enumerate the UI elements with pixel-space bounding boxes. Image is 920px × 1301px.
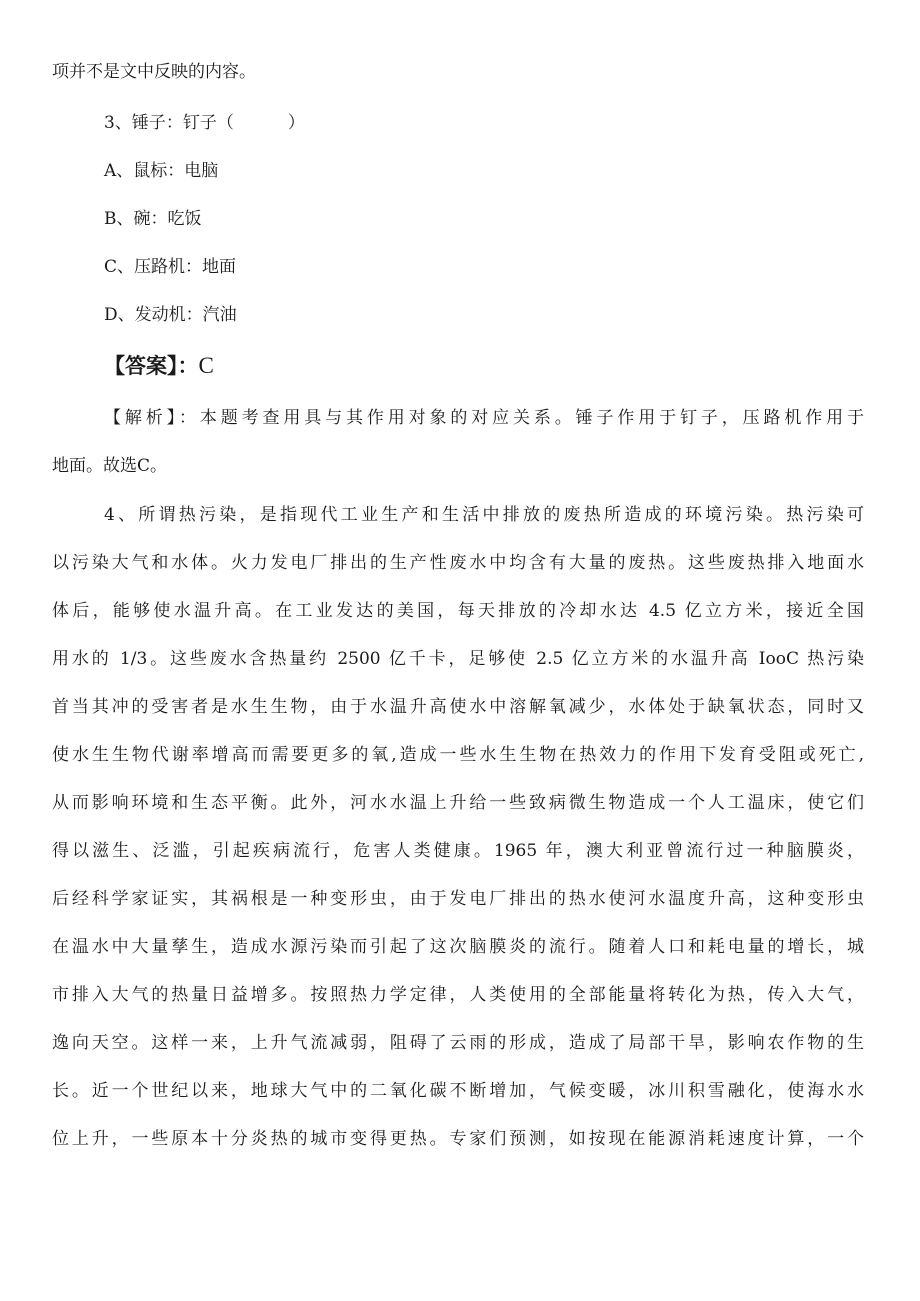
- q4-line-5: 首当其冲的受害者是水生生物，由于水温升高使水中溶解氧减少，水体处于缺氧状态，同时又: [52, 697, 864, 717]
- q4-line-12: 逸向天空。这样一来，上升气流减弱，阻碍了云雨的形成，造成了局部干旱，影响农作物的生: [52, 1033, 864, 1053]
- analysis-line-2: 地面。故选C。: [52, 456, 168, 476]
- q4-line-11: 市排入大气的热量日益增多。按照热力学定律，人类使用的全部能量将转化为热，传入大气，: [52, 985, 864, 1005]
- option-a: A、鼠标：电脑: [104, 161, 219, 181]
- q4-line-1: 4、所谓热污染，是指现代工业生产和生活中排放的废热所造成的环境污染。热污染可: [104, 505, 864, 525]
- option-b: B、碗：吃饭: [104, 209, 202, 229]
- answer-value: C: [198, 353, 214, 378]
- q4-line-8: 得以滋生、泛滥，引起疾病流行，危害人类健康。1965 年，澳大利亚曾流行过一种脑膜炎，: [52, 841, 864, 861]
- question-3-stem-prefix: 3、锤子：钉子（: [104, 113, 234, 133]
- q4-line-4: 用水的 1/3。这些废水含热量约 2500 亿千卡，足够使 2.5 亿立方米的水温升高 IooC 热污染: [52, 649, 864, 669]
- analysis-line-1: 【解析】：本题考查用具与其作用对象的对应关系。锤子作用于钉子，压路机作用于: [104, 408, 864, 428]
- q4-line-6: 使水生生物代谢率增高而需要更多的氧,造成一些水生生物在热效力的作用下发育受阻或死亡,: [52, 745, 864, 765]
- q4-line-10: 在温水中大量孳生，造成水源污染而引起了这次脑膜炎的流行。随着人口和耗电量的增长，城: [52, 937, 864, 957]
- question-3-stem-suffix: ）: [287, 113, 305, 133]
- carry-over-line: 项并不是文中反映的内容。: [52, 62, 256, 82]
- answer-line: [104, 354, 214, 378]
- q4-line-9: 后经科学家证实，其祸根是一种变形虫，由于发电厂排出的热水使河水温度升高，这种变形虫: [52, 889, 864, 909]
- question-3-stem: [104, 111, 305, 135]
- q4-line-14: 位上升，一些原本十分炎热的城市变得更热。专家们预测，如按现在能源消耗速度计算，一个: [52, 1129, 864, 1149]
- option-c: C、压路机：地面: [104, 257, 237, 277]
- q4-line-3: 体后，能够使水温升高。在工业发达的美国，每天排放的冷却水达 4.5 亿立方米，接近全国: [52, 601, 864, 621]
- q4-line-7: 从而影响环境和生态平衡。此外，河水水温上升给一些致病微生物造成一个人工温床，使它们: [52, 793, 864, 813]
- option-d: D、发动机：汽油: [104, 305, 237, 325]
- q4-line-2: 以污染大气和水体。火力发电厂排出的生产性废水中均含有大量的废热。这些废热排入地面水: [52, 553, 864, 573]
- answer-label: 【答案】：: [104, 354, 199, 378]
- q4-line-13: 长。近一个世纪以来，地球大气中的二氧化碳不断增加，气候变暖，冰川积雪融化，使海水水: [52, 1081, 864, 1101]
